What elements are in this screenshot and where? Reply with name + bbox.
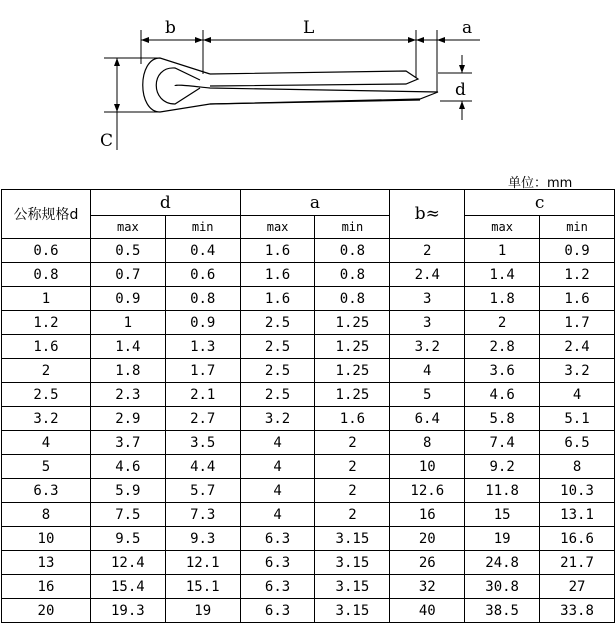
cell-d-min: 3.5 [165,431,240,455]
cell-d-max: 3.7 [90,431,165,455]
table-row [2,263,615,287]
table-row [2,407,615,431]
arrow-a-right [437,37,445,43]
header-a-max: max [240,216,315,239]
header-d-min: min [165,216,240,239]
cell-a-min: 0.8 [315,287,390,311]
cell-b: 4 [390,359,465,383]
header-d-max: max [90,216,165,239]
cell-c-min: 6.5 [540,431,615,455]
cell-a-max: 2.5 [240,383,315,407]
cell-nominal: 6.3 [2,479,91,503]
label-L: L [303,18,315,38]
pin-leg-top [210,71,418,86]
spec-table [1,189,615,623]
cell-b: 8 [390,431,465,455]
arrow-L-right [408,37,416,43]
cotter-pin-drawing [0,0,615,170]
cell-a-max: 4 [240,479,315,503]
cell-a-max: 6.3 [240,527,315,551]
table-row [2,239,615,263]
cell-c-max: 1.8 [465,287,540,311]
cell-c-min: 27 [540,575,615,599]
header-c: c [465,190,615,216]
cell-a-max: 2.5 [240,335,315,359]
arrow-d-bottom [459,101,465,109]
cell-d-min: 2.7 [165,407,240,431]
cell-d-max: 19.3 [90,599,165,623]
cell-d-max: 1.4 [90,335,165,359]
cell-d-min: 0.4 [165,239,240,263]
cell-d-max: 0.7 [90,263,165,287]
cell-d-min: 2.1 [165,383,240,407]
cell-nominal: 0.8 [2,263,91,287]
cell-d-min: 5.7 [165,479,240,503]
cell-c-min: 33.8 [540,599,615,623]
cell-a-min: 3.15 [315,551,390,575]
cell-c-min: 8 [540,455,615,479]
cell-c-max: 2 [465,311,540,335]
cell-c-min: 3.2 [540,359,615,383]
cell-a-max: 4 [240,455,315,479]
cell-b: 6.4 [390,407,465,431]
cell-a-min: 1.25 [315,359,390,383]
arrow-d-top [459,65,465,73]
cell-a-min: 2 [315,479,390,503]
cell-c-max: 1.4 [465,263,540,287]
header-a-min: min [315,216,390,239]
cell-c-max: 2.8 [465,335,540,359]
cell-a-max: 6.3 [240,599,315,623]
arrow-C-top [114,58,120,66]
table-row [2,503,615,527]
cell-nominal: 20 [2,599,91,623]
table-row [2,287,615,311]
cell-d-max: 12.4 [90,551,165,575]
cell-a-min: 0.8 [315,263,390,287]
cell-a-min: 1.25 [315,311,390,335]
cell-a-min: 1.25 [315,335,390,359]
cell-d-max: 5.9 [90,479,165,503]
cell-d-min: 12.1 [165,551,240,575]
header-d: d [90,190,240,216]
cell-c-min: 1.6 [540,287,615,311]
cell-nominal: 5 [2,455,91,479]
table-row [2,527,615,551]
cell-c-min: 0.9 [540,239,615,263]
table-row [2,479,615,503]
cell-a-min: 3.15 [315,527,390,551]
cell-nominal: 8 [2,503,91,527]
cell-d-max: 0.9 [90,287,165,311]
cell-c-max: 5.8 [465,407,540,431]
cell-a-min: 1.25 [315,383,390,407]
cell-c-min: 4 [540,383,615,407]
cell-d-min: 0.6 [165,263,240,287]
cell-nominal: 1.6 [2,335,91,359]
table-row [2,575,615,599]
cell-d-max: 0.5 [90,239,165,263]
header-c-min: min [540,216,615,239]
cell-a-min: 3.15 [315,599,390,623]
cell-c-min: 13.1 [540,503,615,527]
cell-b: 20 [390,527,465,551]
cell-b: 12.6 [390,479,465,503]
cell-c-max: 9.2 [465,455,540,479]
cell-nominal: 4 [2,431,91,455]
cell-a-max: 2.5 [240,311,315,335]
table-row [2,431,615,455]
label-a: a [462,18,473,38]
cell-b: 3 [390,287,465,311]
cell-a-max: 4 [240,503,315,527]
cell-a-max: 1.6 [240,239,315,263]
cell-d-min: 0.8 [165,287,240,311]
cell-d-max: 15.4 [90,575,165,599]
cell-nominal: 1.2 [2,311,91,335]
cell-a-min: 3.15 [315,575,390,599]
cell-a-max: 3.2 [240,407,315,431]
cell-c-min: 1.7 [540,311,615,335]
pin-leg-bottom [210,100,420,104]
cell-c-max: 11.8 [465,479,540,503]
arrow-b-right [195,37,203,43]
cell-d-min: 9.3 [165,527,240,551]
table-row [2,599,615,623]
header-a: a [240,190,390,216]
cell-d-min: 15.1 [165,575,240,599]
table-row [2,359,615,383]
label-C: C [100,131,114,151]
table-body [2,239,615,623]
cell-d-max: 2.3 [90,383,165,407]
cell-b: 2 [390,239,465,263]
cell-d-min: 19 [165,599,240,623]
cell-b: 16 [390,503,465,527]
cell-b: 10 [390,455,465,479]
cell-c-min: 10.3 [540,479,615,503]
cell-d-max: 4.6 [90,455,165,479]
cell-b: 5 [390,383,465,407]
header-c-max: max [465,216,540,239]
cell-nominal: 2.5 [2,383,91,407]
table-row [2,335,615,359]
arrow-C-bottom [114,104,120,112]
cell-c-min: 2.4 [540,335,615,359]
cell-d-min: 4.4 [165,455,240,479]
cell-a-max: 1.6 [240,287,315,311]
cell-nominal: 2 [2,359,91,383]
cell-d-max: 1 [90,311,165,335]
unit-note: 单位：mm [508,176,573,191]
cell-nominal: 16 [2,575,91,599]
cell-c-max: 30.8 [465,575,540,599]
cell-d-max: 1.8 [90,359,165,383]
cell-d-min: 0.9 [165,311,240,335]
cell-c-max: 38.5 [465,599,540,623]
cell-d-min: 7.3 [165,503,240,527]
table-row [2,455,615,479]
cell-nominal: 0.6 [2,239,91,263]
cell-b: 32 [390,575,465,599]
cell-b: 2.4 [390,263,465,287]
arrow-a-left [416,37,424,43]
cell-a-max: 1.6 [240,263,315,287]
cell-c-max: 19 [465,527,540,551]
cell-c-max: 3.6 [465,359,540,383]
cell-a-max: 6.3 [240,551,315,575]
cell-c-min: 16.6 [540,527,615,551]
cell-c-max: 7.4 [465,431,540,455]
table-row [2,311,615,335]
cell-a-min: 1.6 [315,407,390,431]
arrow-L-left [203,37,211,43]
cell-b: 26 [390,551,465,575]
cell-b: 3 [390,311,465,335]
cell-c-min: 1.2 [540,263,615,287]
table-row [2,383,615,407]
cell-a-min: 2 [315,431,390,455]
cell-c-max: 4.6 [465,383,540,407]
cell-b: 3.2 [390,335,465,359]
cell-c-max: 15 [465,503,540,527]
cell-a-min: 0.8 [315,239,390,263]
cell-nominal: 10 [2,527,91,551]
cell-nominal: 13 [2,551,91,575]
cell-d-max: 9.5 [90,527,165,551]
cell-a-min: 2 [315,455,390,479]
cell-a-max: 4 [240,431,315,455]
label-b: b [165,18,176,38]
arrow-b-left [141,37,149,43]
label-d: d [455,80,466,100]
cell-a-min: 2 [315,503,390,527]
cell-c-min: 5.1 [540,407,615,431]
cell-d-max: 7.5 [90,503,165,527]
cell-d-max: 2.9 [90,407,165,431]
cell-c-min: 21.7 [540,551,615,575]
cell-a-max: 2.5 [240,359,315,383]
cell-c-max: 1 [465,239,540,263]
cell-d-min: 1.7 [165,359,240,383]
cell-nominal: 3.2 [2,407,91,431]
header-nominal: 公称规格d [2,190,91,239]
cell-a-max: 6.3 [240,575,315,599]
table-row [2,551,615,575]
cell-d-min: 1.3 [165,335,240,359]
cell-b: 40 [390,599,465,623]
header-b: b≈ [390,190,465,239]
cell-c-max: 24.8 [465,551,540,575]
cell-nominal: 1 [2,287,91,311]
